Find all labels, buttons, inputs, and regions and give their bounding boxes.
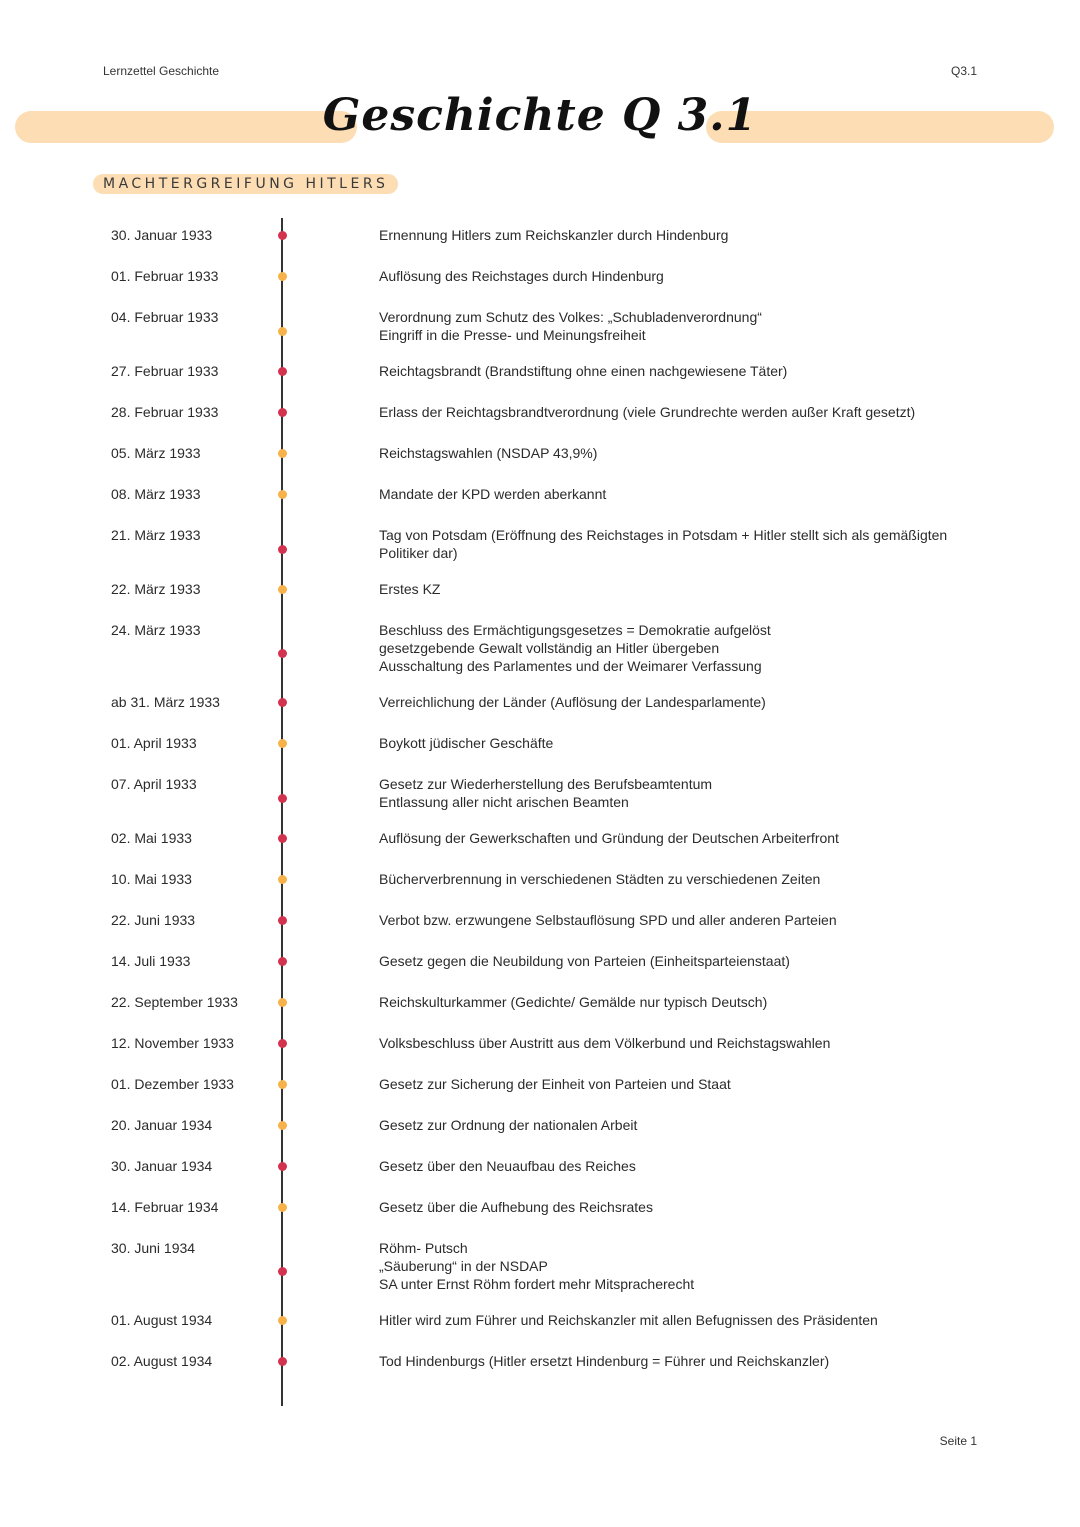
timeline-dot: [278, 231, 287, 240]
timeline-event-line: Entlassung aller nicht arischen Beamten: [379, 794, 629, 810]
timeline-dot: [278, 649, 287, 658]
timeline-event: [379, 1034, 999, 1052]
timeline-date: 14. Juli 1933: [111, 953, 191, 969]
timeline-event-line: Ausschaltung des Parlamentes und der Weimarer Verfassung: [379, 658, 762, 674]
timeline-event: [379, 485, 999, 503]
timeline-event-line: SA unter Ernst Röhm fordert mehr Mitspracherecht: [379, 1276, 695, 1292]
timeline-event: [379, 1198, 999, 1216]
timeline-dot: [278, 585, 287, 594]
timeline-date: 22. Juni 1933: [111, 912, 196, 928]
page-title: Geschichte Q 3.1: [322, 90, 758, 141]
timeline-event-line: Tod Hindenburgs (Hitler ersetzt Hindenburg = Führer und Reichskanzler): [379, 1353, 830, 1369]
timeline-event-line: Auflösung der Gewerkschaften und Gründung der Deutschen Arbeiterfront: [379, 830, 839, 846]
timeline-dot: [278, 1316, 287, 1325]
page-number: Seite 1: [939, 1434, 977, 1448]
timeline-event: [379, 1352, 999, 1370]
timeline-event-line: Gesetz über die Aufhebung des Reichsrates: [379, 1199, 653, 1215]
timeline-event: [379, 444, 999, 462]
timeline-dot: [278, 916, 287, 925]
timeline-event-line: Auflösung des Reichstages durch Hindenburg: [379, 268, 664, 284]
timeline-date: 20. Januar 1934: [111, 1117, 213, 1133]
timeline-event-line: Hitler wird zum Führer und Reichskanzler mit allen Befugnissen des Präsidenten: [379, 1312, 878, 1328]
timeline-event: [379, 526, 999, 562]
timeline-dot: [278, 998, 287, 1007]
timeline-date: 02. Mai 1933: [111, 830, 192, 846]
timeline-event: [379, 993, 999, 1011]
timeline-event-line: Gesetz zur Sicherung der Einheit von Parteien und Staat: [379, 1076, 731, 1092]
timeline-event: [379, 1311, 999, 1329]
timeline-dot: [278, 1080, 287, 1089]
timeline-event-line: Reichtagsbrandt (Brandstiftung ohne einen nachgewiesene Täter): [379, 363, 788, 379]
timeline-event: [379, 362, 999, 380]
timeline-event-line: gesetzgebende Gewalt vollständig an Hitler übergeben: [379, 640, 720, 656]
timeline-event: [379, 775, 999, 811]
timeline-dot: [278, 834, 287, 843]
timeline-event-line: Gesetz zur Wiederherstellung des Berufsbeamtentum: [379, 776, 713, 792]
header-subject: Lernzettel Geschichte: [103, 64, 220, 78]
timeline-axis: [281, 218, 283, 1406]
timeline-dot: [278, 1203, 287, 1212]
timeline-date: ab 31. März 1933: [111, 694, 220, 710]
timeline-date: 01. August 1934: [111, 1312, 213, 1328]
timeline-date: 22. März 1933: [111, 581, 201, 597]
timeline-event: [379, 952, 999, 970]
timeline-event-line: Bücherverbrennung in verschiedenen Städten zu verschiedenen Zeiten: [379, 871, 821, 887]
timeline-event-line: Boykott jüdischer Geschäfte: [379, 735, 554, 751]
timeline-dot: [278, 272, 287, 281]
timeline-dot: [278, 739, 287, 748]
timeline-date: 22. September 1933: [111, 994, 238, 1010]
timeline-date: 21. März 1933: [111, 527, 201, 543]
timeline-event: [379, 403, 999, 421]
timeline-event-line: Beschluss des Ermächtigungsgesetzes = Demokratie aufgelöst: [379, 622, 771, 638]
timeline-date: 07. April 1933: [111, 776, 197, 792]
timeline-date: 01. Februar 1933: [111, 268, 219, 284]
timeline-dot: [278, 545, 287, 554]
timeline-event: [379, 580, 999, 598]
timeline-dot: [278, 1039, 287, 1048]
timeline-event-line: Eingriff in die Presse- und Meinungsfreiheit: [379, 327, 646, 343]
timeline-event-line: Volksbeschluss über Austritt aus dem Völkerbund und Reichstagswahlen: [379, 1035, 831, 1051]
timeline-event: [379, 734, 999, 752]
section-heading: MACHTERGREIFUNG HITLERS: [93, 174, 398, 194]
timeline-event-line: Politiker dar): [379, 545, 458, 561]
timeline-dot: [278, 1357, 287, 1366]
timeline-event-line: Verbot bzw. erzwungene Selbstauflösung SPD und aller anderen Parteien: [379, 912, 837, 928]
timeline-dot: [278, 794, 287, 803]
timeline-dot: [278, 327, 287, 336]
timeline-dot: [278, 367, 287, 376]
timeline-date: 10. Mai 1933: [111, 871, 192, 887]
timeline-date: 01. April 1933: [111, 735, 197, 751]
timeline-event: [379, 870, 999, 888]
timeline-event: [379, 693, 999, 711]
header-course: Q3.1: [950, 64, 977, 78]
timeline-event-line: Röhm- Putsch: [379, 1240, 468, 1256]
timeline-event: [379, 267, 999, 285]
timeline-date: 30. Januar 1933: [111, 227, 213, 243]
timeline-dot: [278, 449, 287, 458]
timeline-date: 30. Juni 1934: [111, 1240, 196, 1256]
timeline-dot: [278, 1162, 287, 1171]
timeline-event-line: Ernennung Hitlers zum Reichskanzler durch Hindenburg: [379, 227, 729, 243]
timeline-event-line: Verreichlichung der Länder (Auflösung der Landesparlamente): [379, 694, 766, 710]
timeline-date: 08. März 1933: [111, 486, 201, 502]
timeline-date: 12. November 1933: [111, 1035, 234, 1051]
timeline-event-line: Gesetz zur Ordnung der nationalen Arbeit: [379, 1117, 638, 1133]
timeline-event: [379, 1157, 999, 1175]
timeline-event: [379, 911, 999, 929]
timeline-date: 27. Februar 1933: [111, 363, 219, 379]
timeline-dot: [278, 698, 287, 707]
timeline-event-line: Verordnung zum Schutz des Volkes: „Schubladenverordnung“: [379, 309, 762, 325]
timeline-date: 30. Januar 1934: [111, 1158, 213, 1174]
timeline-event: [379, 621, 999, 675]
timeline-date: 24. März 1933: [111, 622, 201, 638]
timeline-event-line: Mandate der KPD werden aberkannt: [379, 486, 607, 502]
timeline-event: [379, 829, 999, 847]
timeline-event-line: „Säuberung“ in der NSDAP: [379, 1258, 548, 1274]
timeline-event-line: Erstes KZ: [379, 581, 441, 597]
timeline-date: 04. Februar 1933: [111, 309, 219, 325]
timeline-event-line: Gesetz gegen die Neubildung von Parteien (Einheitsparteienstaat): [379, 953, 790, 969]
timeline-date: 14. Februar 1934: [111, 1199, 219, 1215]
timeline-date: 02. August 1934: [111, 1353, 213, 1369]
timeline-event-line: Gesetz über den Neuaufbau des Reiches: [379, 1158, 636, 1174]
timeline-event-line: Reichskulturkammer (Gedichte/ Gemälde nur typisch Deutsch): [379, 994, 768, 1010]
timeline-event: [379, 1116, 999, 1134]
timeline-date: 28. Februar 1933: [111, 404, 219, 420]
timeline-event: [379, 226, 999, 244]
timeline-dot: [278, 957, 287, 966]
timeline-date: 01. Dezember 1933: [111, 1076, 234, 1092]
timeline-event: [379, 1075, 999, 1093]
timeline-dot: [278, 1267, 287, 1276]
timeline-dot: [278, 490, 287, 499]
timeline-event-line: Reichstagswahlen (NSDAP 43,9%): [379, 445, 598, 461]
timeline-event: [379, 1239, 999, 1293]
timeline-event-line: Erlass der Reichtagsbrandtverordnung (viele Grundrechte werden außer Kraft gesetzt): [379, 404, 916, 420]
timeline-dot: [278, 875, 287, 884]
timeline-dot: [278, 1121, 287, 1130]
timeline-event: [379, 308, 999, 344]
timeline-dot: [278, 408, 287, 417]
timeline-event-line: Tag von Potsdam (Eröffnung des Reichstages in Potsdam + Hitler stellt sich als gemäßigten: [379, 527, 948, 543]
timeline-date: 05. März 1933: [111, 445, 201, 461]
